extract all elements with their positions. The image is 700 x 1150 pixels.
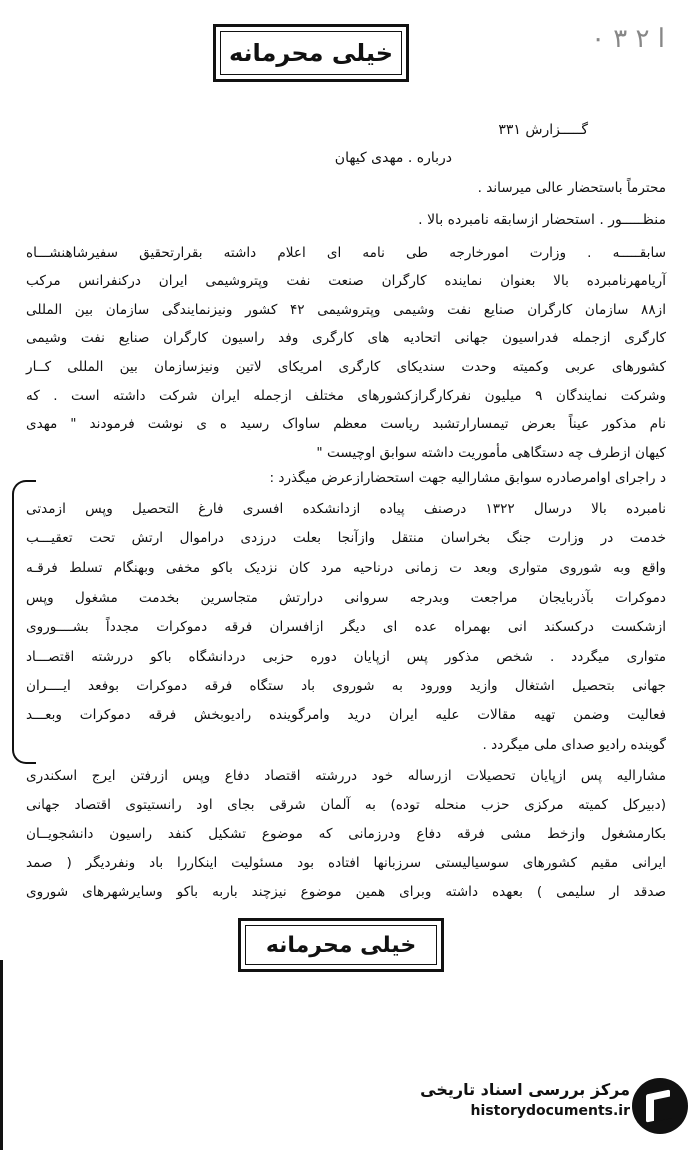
archive-name: مرکز بررسی اسناد تاریخی [420, 1080, 630, 1099]
left-edge-bar [0, 960, 3, 1150]
body-line: د راجرای اوامرصادره سوابق مشارالیه جهت استحضارازعرض میگذرد : [269, 470, 666, 486]
archive-url[interactable]: historydocuments.ir [470, 1103, 630, 1119]
body-line: نامبرده بالا درسال ۱۳۲۲ درصنف پیاده ازدانشکده افسری فارغ التحصیل وپس ازمدتی [26, 501, 667, 517]
body-line: کارگری ازجمله فدراسیون جهانی اتحادیه های کارگری وفد راسیون کارگران صنایع نفت وشیمی [26, 330, 666, 346]
body-line: ایرانی مقیم کشورهای سوسیالیستی سرزبانها افتاده بود مسئولیت اینکاررا باد ونفردیگر ( صمد [26, 855, 666, 871]
archive-footer [420, 1080, 630, 1119]
body-line: نام مذکور عیناً بعرض تیمسارارتشبد ریاست معظم ساواک رسید ه ی نوشت فرمودند " مهدی [26, 416, 666, 432]
body-line: کشورهای عربی وکمیته وحدت سندیکای کارگری امریکای لاتین ونیزسازمان بین المللی کــار [26, 359, 666, 375]
salutation: محترماً باستحضار عالی میرساند . [477, 180, 666, 196]
body-line: گوینده رادیو صدای ملی میگردد . [482, 737, 666, 753]
body-line: واقع وبه شوروی متواری وبعد ت زمانی درناحیه مرد کان نزدیک باکو مخفی وبهنگام تسلط فرقـه [26, 560, 666, 576]
body-line: کیهان ازطرف چه دستگاهی مأموریت داشته سوابق اوچیست " [316, 445, 666, 461]
body-line: مشارالیه پس ازپایان تحصیلات ازرساله خود دررشته اقتصاد دفاع وپس ازرفتن ایرج اسکندری [26, 768, 666, 784]
body-line: متواری میگردد . شخص مذکور پس ازپایان دوره حزبی دردانشگاه باکو دررشته اقتصـــاد [26, 649, 666, 665]
margin-bracket-mark [12, 480, 36, 764]
body-line: بکارمشغول وازخط مشی فرقه دفاع ودرزمانی که موضوع تشکیل کنفد راسیون دانشجویــان [26, 826, 666, 842]
report-number: گـــــزارش ۳۳۱ [498, 122, 588, 138]
stamp-top-text: خیلی محرمانه [228, 39, 394, 67]
body-line: آریامهرنامبرده بالا بعنوان نماینده کارگران صنعت نفت وپتروشیمی ایران درکنفرانس مرکب [26, 273, 666, 289]
corner-handwriting-mark: ا ۲ ۳ ۰ [591, 24, 665, 54]
body-line: دموکرات بآذربایجان مراجعت وبدرجه سروانی درارتش متجاسرین بخدمت مشغول وپس [26, 590, 666, 606]
body-line: وشرکت نمایندگان ۹ میلیون نفرکارگرازکشورهای مختلف ازجمله ایران شرکت داشته است . که [26, 388, 666, 404]
confidential-stamp-top [213, 24, 409, 82]
stamp-bottom-text: خیلی محرمانه [265, 932, 417, 958]
report-subject: درباره . مهدی کیهان [334, 150, 452, 166]
body-line: فعالیت وضمن تهیه مقالات علیه ایران درید وامرگوینده رادیوبخش فرقه دموکرات وبعـــد [26, 707, 666, 723]
body-line: از۸۸ سازمان کارگران صنایع نفت وشیمی وپتروشیمی ۴۲ کشور ونیزنمایندگی سازمان بین المللی [26, 302, 666, 318]
body-line: ازشکست درکسکند انی بهمراه عده ای دیگر ازافسران فرقه دموکرات مجدداً بشــــوروی [26, 619, 666, 635]
body-line: خدمت در وزارت جنگ بخراسان منتقل وازآنجا بعلت درزدی دراموال ارتش تحت تعقیـــب [26, 530, 666, 546]
body-line: جهانی بتحصیل اشتغال وازید وورود به شوروی باد ستگاه فرقه دموکرات بوفعد ایــــران [26, 678, 666, 694]
body-line: سابقـــــه . وزارت امورخارجه طی نامه ای اعلام داشته بقرارتحقیق سفیرشاهنشـــاه [26, 245, 666, 261]
body-line: (دبیرکل کمیته مرکزی حزب منحله توده) به آلمان شرقی بجای اود رانستیتوی اقتصاد جهانی [26, 797, 666, 813]
archive-logo-icon [632, 1078, 688, 1134]
body-line: صدقد ار سلیمی ) بعهده داشته وبرای همین موضوع نیزچند باربه باکو وسایرشهرهای شوروی [26, 884, 666, 900]
confidential-stamp-bottom [238, 918, 444, 972]
purpose-line: منظـــــور . استحضار ازسابقه نامبرده بالا . [418, 212, 666, 228]
